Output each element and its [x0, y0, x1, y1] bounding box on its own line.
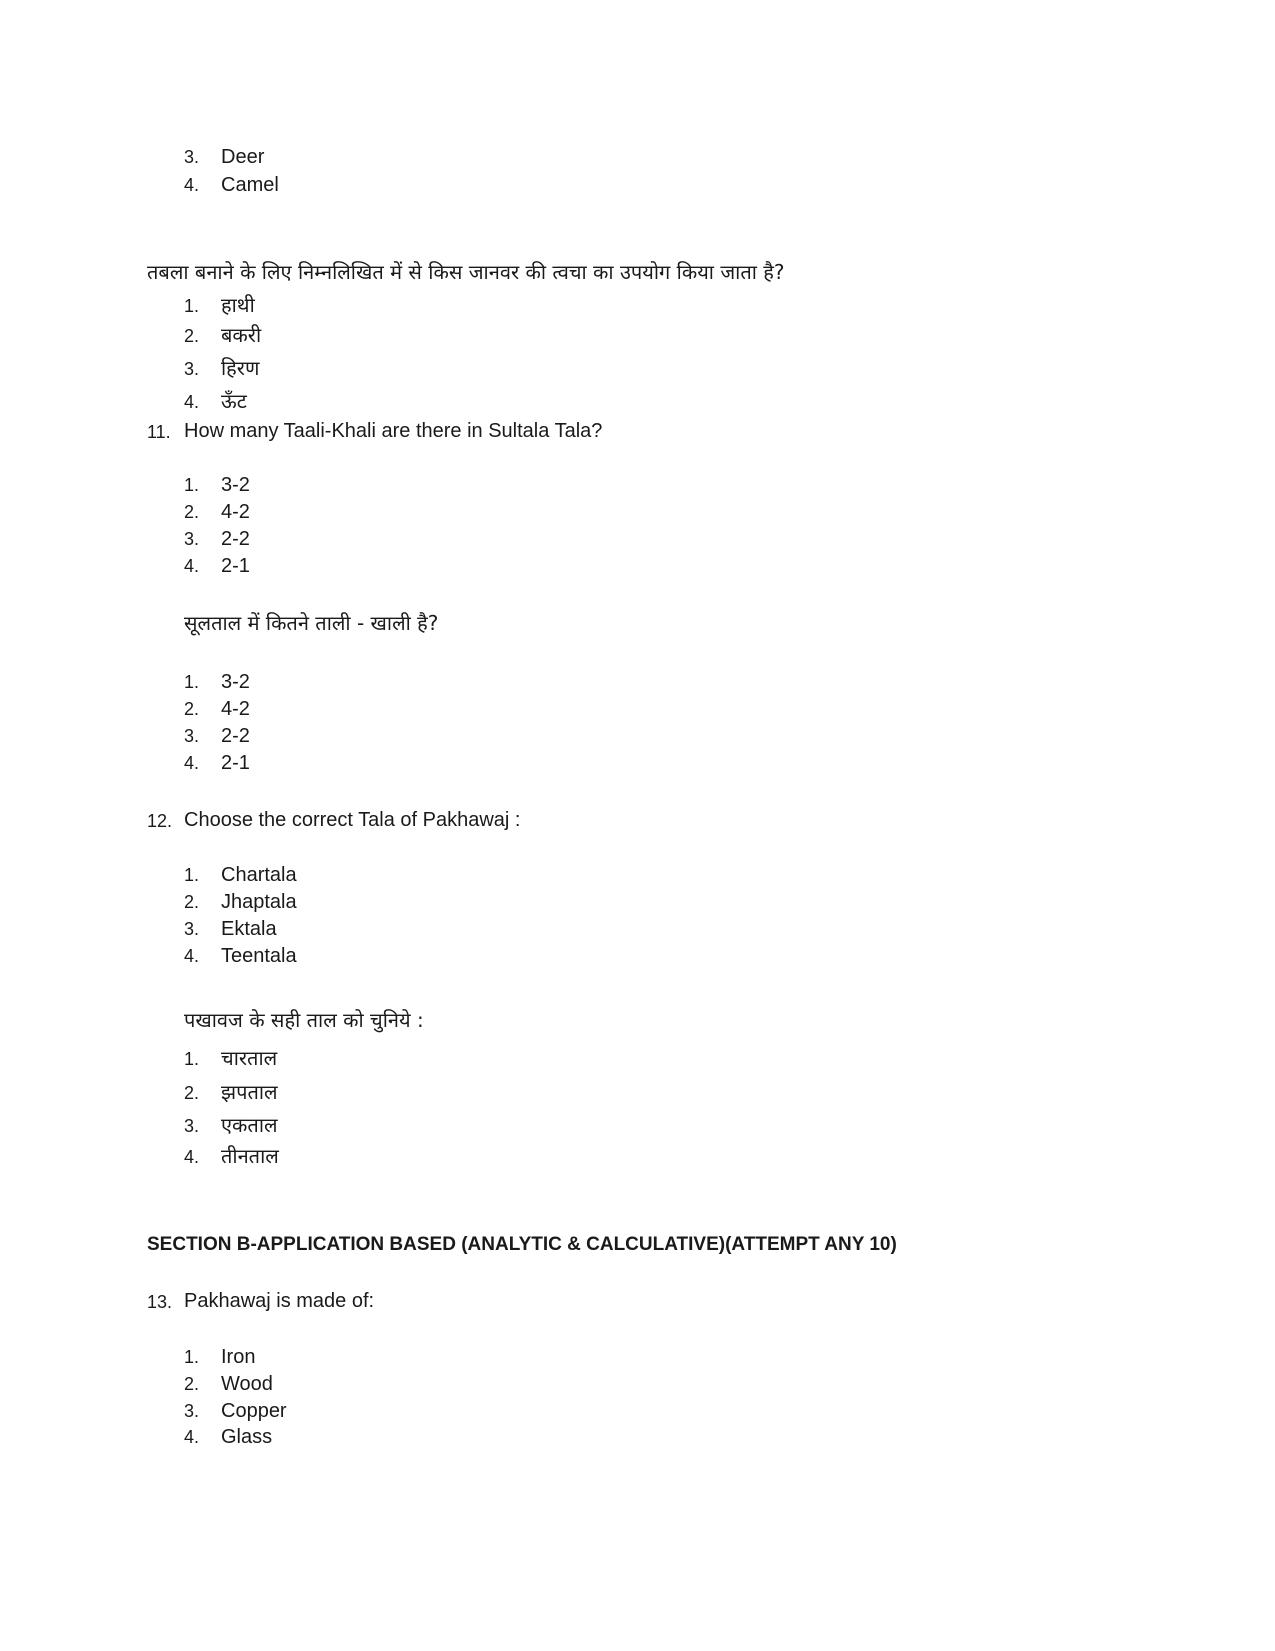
option-number: 1.: [184, 1049, 200, 1069]
option-number: 3.: [184, 147, 200, 167]
option-text: ऊँट: [221, 389, 247, 413]
option-number: 2.: [184, 1374, 200, 1394]
option-number: 3.: [184, 1116, 200, 1136]
option-number: 4.: [184, 1147, 200, 1167]
option-text: Ektala: [221, 918, 277, 940]
option-text: 2-1: [221, 555, 250, 577]
option-number: 3.: [184, 726, 200, 746]
option-text: Iron: [221, 1346, 256, 1368]
option-text: तीनताल: [221, 1144, 279, 1168]
option-text: Teentala: [221, 945, 297, 967]
option-text: चारताल: [221, 1046, 278, 1070]
option-text: Chartala: [221, 864, 297, 886]
option-number: 4.: [184, 753, 200, 773]
option-text: एकताल: [221, 1113, 278, 1137]
section-heading: SECTION B-APPLICATION BASED (ANALYTIC & CALCULATIVE)(ATTEMPT ANY 10): [147, 1234, 897, 1255]
option-text: Jhaptala: [221, 891, 297, 913]
option-number: 4.: [184, 946, 200, 966]
option-number: 2.: [184, 892, 200, 912]
option-number: 1.: [184, 475, 200, 495]
option-text: 2-2: [221, 725, 250, 747]
option-number: 3.: [184, 1401, 200, 1421]
option-number: 4.: [184, 1427, 200, 1447]
option-text: Glass: [221, 1426, 273, 1448]
question-text-hindi: पखावज के सही ताल को चुनिये :: [184, 1008, 424, 1032]
option-text: झपताल: [221, 1080, 278, 1104]
option-number: 4.: [184, 175, 200, 195]
question-number: 12.: [147, 811, 173, 831]
option-text: बकरी: [221, 323, 262, 347]
option-text: हाथी: [221, 293, 255, 317]
option-text: 4-2: [221, 698, 250, 720]
option-number: 2.: [184, 326, 200, 346]
option-number: 3.: [184, 359, 200, 379]
question-number: 11.: [147, 422, 171, 442]
option-number: 1.: [184, 296, 200, 316]
option-number: 2.: [184, 1083, 200, 1103]
question-text-hindi: सूलताल में कितने ताली - खाली है?: [184, 611, 439, 635]
option-text: 2-2: [221, 528, 250, 550]
option-number: 4.: [184, 392, 200, 412]
question-text: How many Taali-Khali are there in Sultala Tala?: [184, 420, 603, 442]
option-number: 2.: [184, 699, 200, 719]
question-text-hindi: तबला बनाने के लिए निम्नलिखित में से किस जानवर की त्वचा का उपयोग किया जाता है?: [147, 260, 785, 284]
question-text: Choose the correct Tala of Pakhawaj :: [184, 809, 521, 831]
option-number: 4.: [184, 556, 200, 576]
question-text: Pakhawaj is made of:: [184, 1290, 375, 1312]
option-number: 1.: [184, 865, 200, 885]
question-number: 13.: [147, 1292, 173, 1312]
option-text: Camel: [221, 174, 279, 196]
option-text: Wood: [221, 1373, 273, 1395]
option-number: 3.: [184, 529, 200, 549]
option-number: 2.: [184, 502, 200, 522]
option-number: 3.: [184, 919, 200, 939]
option-text: Deer: [221, 146, 265, 168]
option-text: हिरण: [221, 356, 260, 380]
option-text: 3-2: [221, 474, 250, 496]
option-text: 3-2: [221, 671, 250, 693]
option-text: Copper: [221, 1400, 287, 1422]
option-text: 2-1: [221, 752, 250, 774]
option-number: 1.: [184, 672, 200, 692]
option-text: 4-2: [221, 501, 250, 523]
option-number: 1.: [184, 1347, 200, 1367]
